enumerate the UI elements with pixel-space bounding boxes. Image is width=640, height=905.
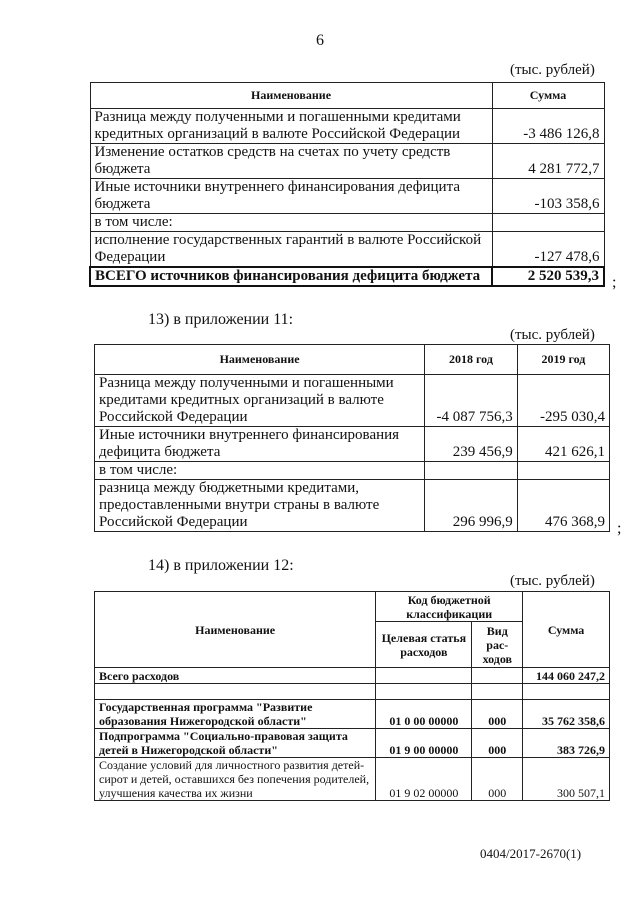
table-row <box>90 109 604 144</box>
header-target: Целевая статья расходов <box>376 622 472 668</box>
row-name: Иные источники внутреннего финансирования дефицита бюджета <box>90 179 492 214</box>
row-sum: 35 762 358,6 <box>523 700 610 729</box>
row-sum: -127 478,6 <box>492 232 604 268</box>
row-name: разница между бюджетными кредитами, предоставленными внутри страны в валюте Российской Федерации <box>95 480 425 532</box>
table-row <box>95 427 610 462</box>
row-name: в том числе: <box>90 214 492 232</box>
row-sum: 383 726,9 <box>523 729 610 758</box>
header-code-group: Код бюджетной классификации <box>376 592 523 622</box>
header-name: Наименование <box>95 345 425 375</box>
row-name: исполнение государственных гарантий в валюте Российской Федерации <box>90 232 492 268</box>
table3-unit: (тыс. рублей) <box>510 573 595 589</box>
row-kind: 000 <box>472 758 523 801</box>
appendix11-table <box>94 344 610 532</box>
header-sum: Сумма <box>492 83 604 109</box>
table-row <box>95 700 610 729</box>
table2-semicolon: ; <box>617 520 622 537</box>
row-2019: 421 626,1 <box>517 427 609 462</box>
header-2018: 2018 год <box>425 345 518 375</box>
row-name: Создание условий для личностного развития детей-сирот и детей, оставшихся без попечения родителей, улучшения качества их жизни <box>95 758 376 801</box>
header-sum: Сумма <box>523 592 610 668</box>
row-2019: 476 368,9 <box>517 480 609 532</box>
row-target: 01 9 02 00000 <box>376 758 472 801</box>
header-name: Наименование <box>95 592 376 668</box>
total-name: Всего расходов <box>95 668 376 684</box>
table1-semicolon: ; <box>612 274 617 291</box>
table-row <box>90 232 604 268</box>
total-row <box>95 668 610 684</box>
table-row <box>95 729 610 758</box>
section-14-title: 14) в приложении 12: <box>148 557 294 574</box>
appendix12-table <box>94 591 610 801</box>
empty-row <box>95 684 610 700</box>
row-kind: 000 <box>472 700 523 729</box>
table-row <box>95 462 610 480</box>
sources-table <box>89 82 605 287</box>
row-target: 01 0 00 00000 <box>376 700 472 729</box>
row-name: Иные источники внутреннего финансирования дефицита бюджета <box>95 427 425 462</box>
row-sum <box>492 214 604 232</box>
header-2019: 2019 год <box>517 345 609 375</box>
row-name: Разница между полученными и погашенными кредитами кредитных организаций в валюте Российской Федерации <box>90 109 492 144</box>
total-row <box>90 267 604 286</box>
total-sum: 2 520 539,3 <box>492 267 604 286</box>
table-row <box>90 214 604 232</box>
row-kind: 000 <box>472 729 523 758</box>
row-sum: 300 507,1 <box>523 758 610 801</box>
document-number: 0404/2017-2670(1) <box>480 846 582 861</box>
total-sum: 144 060 247,2 <box>523 668 610 684</box>
row-2019: -295 030,4 <box>517 375 609 427</box>
row-sum: 4 281 772,7 <box>492 144 604 179</box>
row-2018: 239 456,9 <box>425 427 518 462</box>
row-name: Изменение остатков средств на счетах по учету средств бюджета <box>90 144 492 179</box>
table1-unit: (тыс. рублей) <box>510 62 595 78</box>
table-row <box>95 480 610 532</box>
row-name: Подпрограмма "Социально-правовая защита детей в Нижегородской области" <box>95 729 376 758</box>
row-name: Разница между полученными и погашенными кредитами кредитных организаций в валюте Российской Федерации <box>95 375 425 427</box>
row-name: в том числе: <box>95 462 425 480</box>
table-row <box>90 144 604 179</box>
table-row <box>90 179 604 214</box>
row-name: Государственная программа "Развитие образования Нижегородской области" <box>95 700 376 729</box>
row-sum: -3 486 126,8 <box>492 109 604 144</box>
row-2018: -4 087 756,3 <box>425 375 518 427</box>
row-2018: 296 996,9 <box>425 480 518 532</box>
table-row <box>95 375 610 427</box>
header-kind: Вид рас-ходов <box>472 622 523 668</box>
page-number: 6 <box>316 32 324 49</box>
total-name: ВСЕГО источников финансирования дефицита бюджета <box>90 267 492 286</box>
section-13-title: 13) в приложении 11: <box>148 311 294 328</box>
header-name: Наименование <box>90 83 492 109</box>
row-2019 <box>517 462 609 480</box>
table2-unit: (тыс. рублей) <box>510 327 595 343</box>
row-sum: -103 358,6 <box>492 179 604 214</box>
row-2018 <box>425 462 518 480</box>
row-target: 01 9 00 00000 <box>376 729 472 758</box>
table-row <box>95 758 610 801</box>
